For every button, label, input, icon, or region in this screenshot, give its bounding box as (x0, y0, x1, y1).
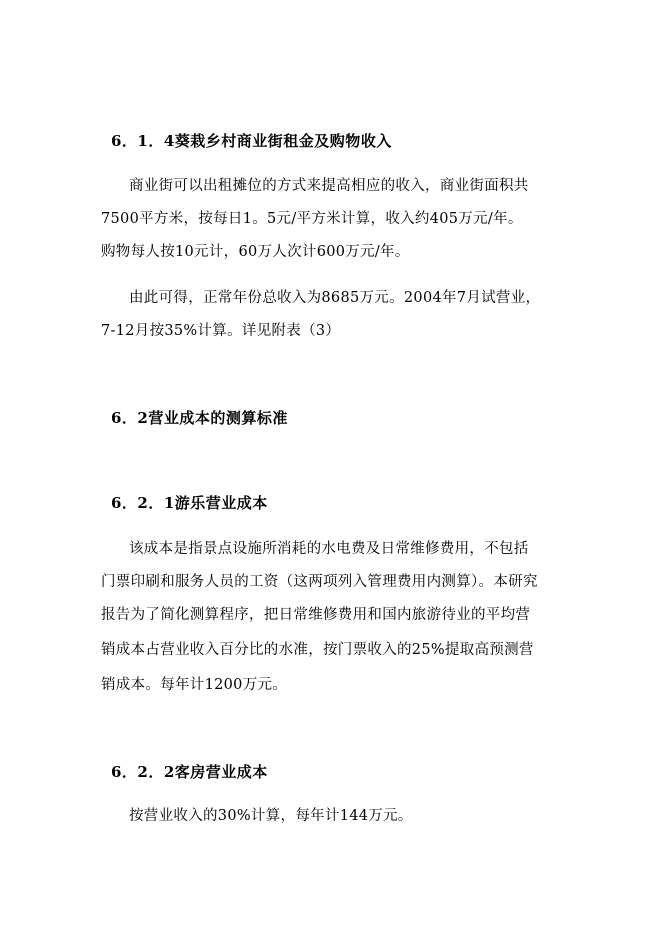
paragraph-line: 7-12月按35%计算。详见附表（3） (101, 323, 341, 339)
paragraph-line: 销成本占营业收入百分比的水准，按门票收入的25%提取高预测营 (101, 642, 534, 658)
paragraph-line: 该成本是指景点设施所消耗的水电费及日常维修费用，不包括 (129, 541, 529, 557)
paragraph-line: 报告为了简化测算程序，把日常维修费用和国内旅游待业的平均营 (101, 607, 531, 623)
paragraph-line: 销成本。每年计1200万元。 (101, 677, 288, 693)
paragraph-line: 购物每人按10元计，60万人次计600万元/年。 (101, 244, 410, 260)
paragraph-line: 商业街可以出租摊位的方式来提高相应的收入，商业街面积共 (129, 178, 529, 194)
section-heading-6-2-1: 6．2．1游乐营业成本 (111, 494, 268, 512)
paragraph-line: 7500平方米，按每日1。5元/平方米计算，收入约405万元/年。 (101, 211, 523, 227)
section-heading-6-1-4: 6．1．4葵栽乡村商业街租金及购物收入 (111, 132, 392, 150)
section-heading-6-2-2: 6．2．2客房营业成本 (111, 763, 268, 781)
paragraph-line: 门票印刷和服务人员的工资（这两项列入管理费用内测算）。本研究 (101, 574, 538, 590)
paragraph-line: 由此可得，正常年份总收入为8685万元。2004年7月试营业， (129, 290, 541, 306)
paragraph-line: 按营业收入的30%计算，每年计144万元。 (129, 808, 413, 824)
section-heading-6-2: 6．2营业成本的测算标准 (111, 409, 288, 427)
